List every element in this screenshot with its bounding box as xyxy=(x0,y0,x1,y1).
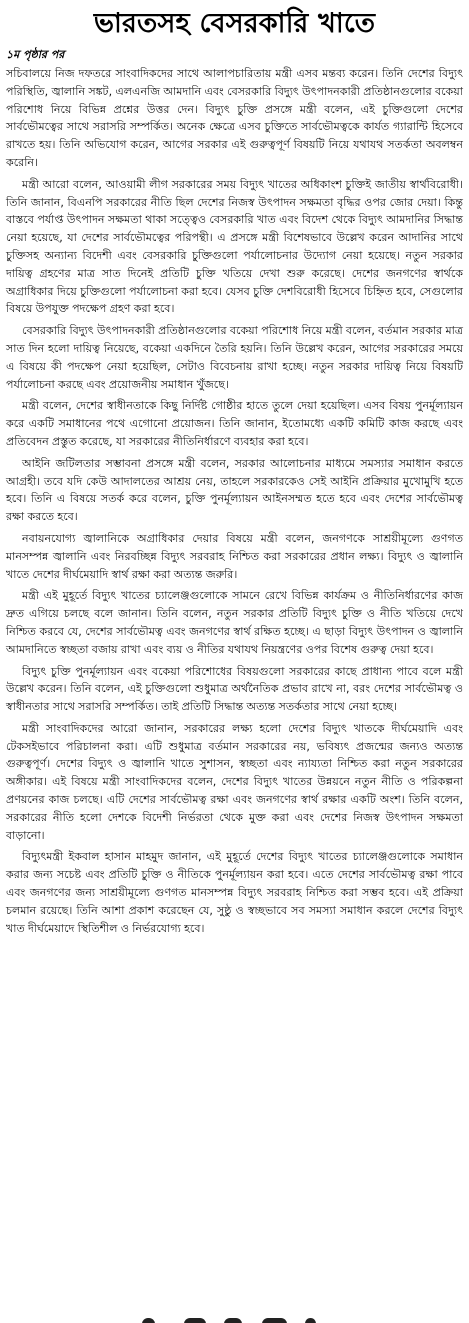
cropped-glyph xyxy=(224,1318,242,1323)
cropped-glyph xyxy=(142,1318,155,1323)
article-paragraph: মন্ত্রী বলেন, দেশের স্বাধীনতাকে কিছু নির্দিষ্ট গোষ্ঠীর হাতে তুলে দেয়া হয়েছিল। এসব বিষয় পুনর্মূল্যায়ন করে একটি সমাধানের পথে এগোনো প্রয়োজন। তিনি জানান, ইতোমধ্যে একটি কমিটি কাজ করছে এবং প্রতিবেদন প্রস্তুত করেছে, যা সরকারের নীতিনির্ধারণে ব্যবহার করা হবে। xyxy=(6,399,463,448)
article-paragraph: বিদ্যুৎমন্ত্রী ইকবাল হাসান মাহমুদ জানান, এই মুহূর্তে দেশের বিদ্যুৎ খাতের চ্যালেঞ্জগুলোকে সমাধান করার জন্য সচেষ্ট এবং প্রতিটি চুক্তি ও নীতিকে পুনর্মূল্যায়ন করা হবে। এতে দেশের সার্বভৌমত্ব রক্ষা পাবে এবং জনগণের জন্য সাশ্রয়ীমূল্যে গুণগত মানসম্পন্ন বিদ্যুৎ সরবরাহ নিশ্চিত করা সম্ভব হবে। এই প্রক্রিয়া চলমান রয়েছে। তিনি আশা প্রকাশ করেছেন যে, সুষ্ঠু ও স্বচ্ছভাবে সব সমস্যা সমাধান করলে দেশের বিদ্যুৎ খাত দীর্ঘমেয়াদে স্থিতিশীল ও নির্ভরযোগ্য হবে। xyxy=(6,850,463,935)
cropped-glyph xyxy=(262,1318,287,1323)
article-paragraph: মন্ত্রী এই মুহূর্তে বিদ্যুৎ খাতের চ্যালেঞ্জগুলোকে সামনে রেখে বিভিন্ন কার্যক্রম ও নীতিনির্ধারণের কাজ দ্রুত এগিয়ে চলছে বলে জানান। তিনি বলেন, নতুন সরকার প্রতিটি বিদ্যুৎ চুক্তি ও নীতি খতিয়ে দেখে নিশ্চিত করবে যে, দেশের সার্বভৌমত্ব এবং জনগণের স্বার্থ রক্ষিত হচ্ছে। এ ছাড়া বিদ্যুৎ উৎপাদন ও জ্বালানি আমদানিতে স্বচ্ছতা বজায় রাখা এবং ব্যয় ও নীতির যথাযথ নিয়ন্ত্রণের ওপর বিশেষ গুরুত্ব দেয়া হবে। xyxy=(6,589,463,656)
article-paragraph: আইনি জটিলতার সম্ভাবনা প্রসঙ্গে মন্ত্রী বলেন, সরকার আলোচনার মাধ্যমে সমস্যার সমাধান করতে আগ্রহী। তবে যদি কেউ আদালতের আশ্রয় নেয়, তাহলে সরকারকেও সেই আইনি প্রক্রিয়ার মুখোমুখি হতে হবে। তিনি এ বিষয়ে সতর্ক করে বলেন, চুক্তি পুনর্মূল্যায়ন আইনসম্মত হতে হবে এবং দেশের সার্বভৌমত্ব রক্ষা করতে হবে। xyxy=(6,456,463,524)
cropped-glyph xyxy=(305,1318,316,1323)
article-paragraph: মন্ত্রী আরো বলেন, আওয়ামী লীগ সরকারের সময় বিদ্যুৎ খাতের অধিকাংশ চুক্তিই জাতীয় স্বার্থবিরোধী। তিনি জানান, বিএনপি সরকারের নীতি ছিল দেশের নিজস্ব উৎপাদন সক্ষমতা বৃদ্ধির ওপর জোর দেয়া। কিন্তু বাস্তবে পর্যাপ্ত উৎপাদন সক্ষমতা থাকা সত্ত্বেও বেসরকারি খাত এবং বিদেশ থেকে বিদ্যুৎ আমদানির সিদ্ধান্ত নেয়া হয়েছে, যা দেশের সার্বভৌমত্বের পরিপন্থী। এ প্রসঙ্গে মন্ত্রী বিশেষভাবে উল্লেখ করেন আদানির সাথে চুক্তিসহ অন্যান্য বিদেশী এবং বেসরকারি চুক্তিগুলো পর্যালোচনার উদ্যোগ নেয়া হয়েছে। নতুন সরকার দায়িত্ব গ্রহণের মাত্র সাত দিনেই প্রতিটি চুক্তি খতিয়ে দেখা শুরু করেছে। দেশের জনগণের স্বার্থকে অগ্রাধিকার দিয়ে চুক্তিগুলো পর্যালোচনা করা হবে। যেসব চুক্তি দেশবিরোধী হিসেবে চিহ্নিত হবে, সেগুলোর বিষয়ে উপযুক্ত পদক্ষেপ গ্রহণ করা হবে। xyxy=(6,177,463,316)
article-paragraph: সচিবালয়ে নিজ দফতরে সাংবাদিকদের সাথে আলাপচারিতায় মন্ত্রী এসব মন্তব্য করেন। তিনি দেশের বিদ্যুৎ পরিস্থিতি, জ্বালানি সঙ্কট, এলএনজি আমদানি এবং বেসরকারি বিদ্যুৎ উৎপাদনকারী প্রতিষ্ঠানগুলোর বকেয়া পরিশোধ নিয়ে বিভিন্ন প্রশ্নের উত্তর দেন। বিদ্যুৎ চুক্তি প্রসঙ্গে মন্ত্রী বলেন, এই চুক্তিগুলো দেশের সার্বভৌমত্বের সাথে সরাসরি সম্পর্কিত। অনেক ক্ষেত্রে এসব চুক্তিতে সার্বভৌমত্বকে কার্যত গ্যারান্টি হিসেবে রাখতে হয়। তিনি অভিযোগ করেন, আগের সরকার এই গুরুত্বপূর্ণ বিষয়টি নিয়ে যথাযথ সতর্কতা অবলম্বন করেনি। xyxy=(6,67,463,169)
article-paragraph: নবায়নযোগ্য জ্বালানিকে অগ্রাধিকার দেয়ার বিষয়ে মন্ত্রী বলেন, জনগণকে সাশ্রয়ীমূল্যে গুণগত মানসম্পন্ন জ্বালানি এবং নিরবচ্ছিন্ন বিদ্যুৎ সরবরাহ নিশ্চিত করা সরকারের প্রধান লক্ষ্য। বিদ্যুৎ ও জ্বালানি খাতে দেশের দীর্ঘমেয়াদি স্বার্থ রক্ষা করা অত্যন্ত জরুরি। xyxy=(6,531,463,581)
cropped-glyph xyxy=(184,1318,206,1323)
continuation-label: ১ম পৃষ্ঠার পর xyxy=(6,48,65,61)
article-paragraph: বিদ্যুৎ চুক্তি পুনর্মূল্যায়ন এবং বকেয়া পরিশোধের বিষয়গুলো সরকারের কাছে প্রাধান্য পাবে বলে মন্ত্রী উল্লেখ করেন। তিনি বলেন, এই চুক্তিগুলো শুধুমাত্র অর্থনৈতিক প্রভাব রাখে না, বরং দেশের সার্বভৌমত্ব ও স্বাধীনতার সাথে সরাসরি সম্পর্কিত। তাই প্রতিটি সিদ্ধান্ত অত্যন্ত সতর্কতার সাথে নেয়া হচ্ছে। xyxy=(6,664,463,714)
article-headline: ভারতসহ বেসরকারি খাতে xyxy=(93,8,376,39)
article-paragraph: মন্ত্রী সাংবাদিকদের আরো জানান, সরকারের লক্ষ্য হলো দেশের বিদ্যুৎ খাতকে দীর্ঘমেয়াদি এবং টেকসইভাবে পরিচালনা করা। এটি শুধুমাত্র বর্তমান সরকারের নয়, ভবিষ্যৎ প্রজন্মের জন্যও অত্যন্ত গুরুত্বপূর্ণ। দেশের বিদ্যুৎ ও জ্বালানি খাতে সুশাসন, স্বচ্ছতা এবং ন্যায্যতা নিশ্চিত করা নতুন সরকারের অঙ্গীকার। এই বিষয়ে মন্ত্রী সাংবাদিকদের বলেন, দেশের বিদ্যুৎ খাতের উন্নয়নে নতুন নীতি ও পরিকল্পনা প্রণয়নের কাজ চলছে। এটি দেশের সার্বভৌমত্ব রক্ষা এবং জনগণের স্বার্থ রক্ষার একটি অংশ। তিনি বলেন, সরকারের নীতি হলো দেশকে বিদেশী নির্ভরতা থেকে মুক্ত করা এবং দেশের নিজস্ব উৎপাদন সক্ষমতা বাড়ানো। xyxy=(6,721,463,842)
article-body xyxy=(6,65,463,937)
cropped-next-headline xyxy=(0,1316,469,1323)
article-paragraph: বেসরকারি বিদ্যুৎ উৎপাদনকারী প্রতিষ্ঠানগুলোর বকেয়া পরিশোধ নিয়ে মন্ত্রী বলেন, বর্তমান সরকার মাত্র সাত দিন হলো দায়িত্ব নিয়েছে, বকেয়া একদিনে তৈরি হয়নি। তিনি উল্লেখ করেন, আগের সরকারের সময়ে এ বিষয়ে কী পদক্ষেপ নেয়া হয়েছিল, সেটাও বিবেচনায় রাখা হচ্ছে। নতুন সরকার দায়িত্ব নিয়ে বিষয়টি পর্যালোচনা করছে এবং প্রয়োজনীয় সমাধান খুঁজছে। xyxy=(6,324,463,391)
